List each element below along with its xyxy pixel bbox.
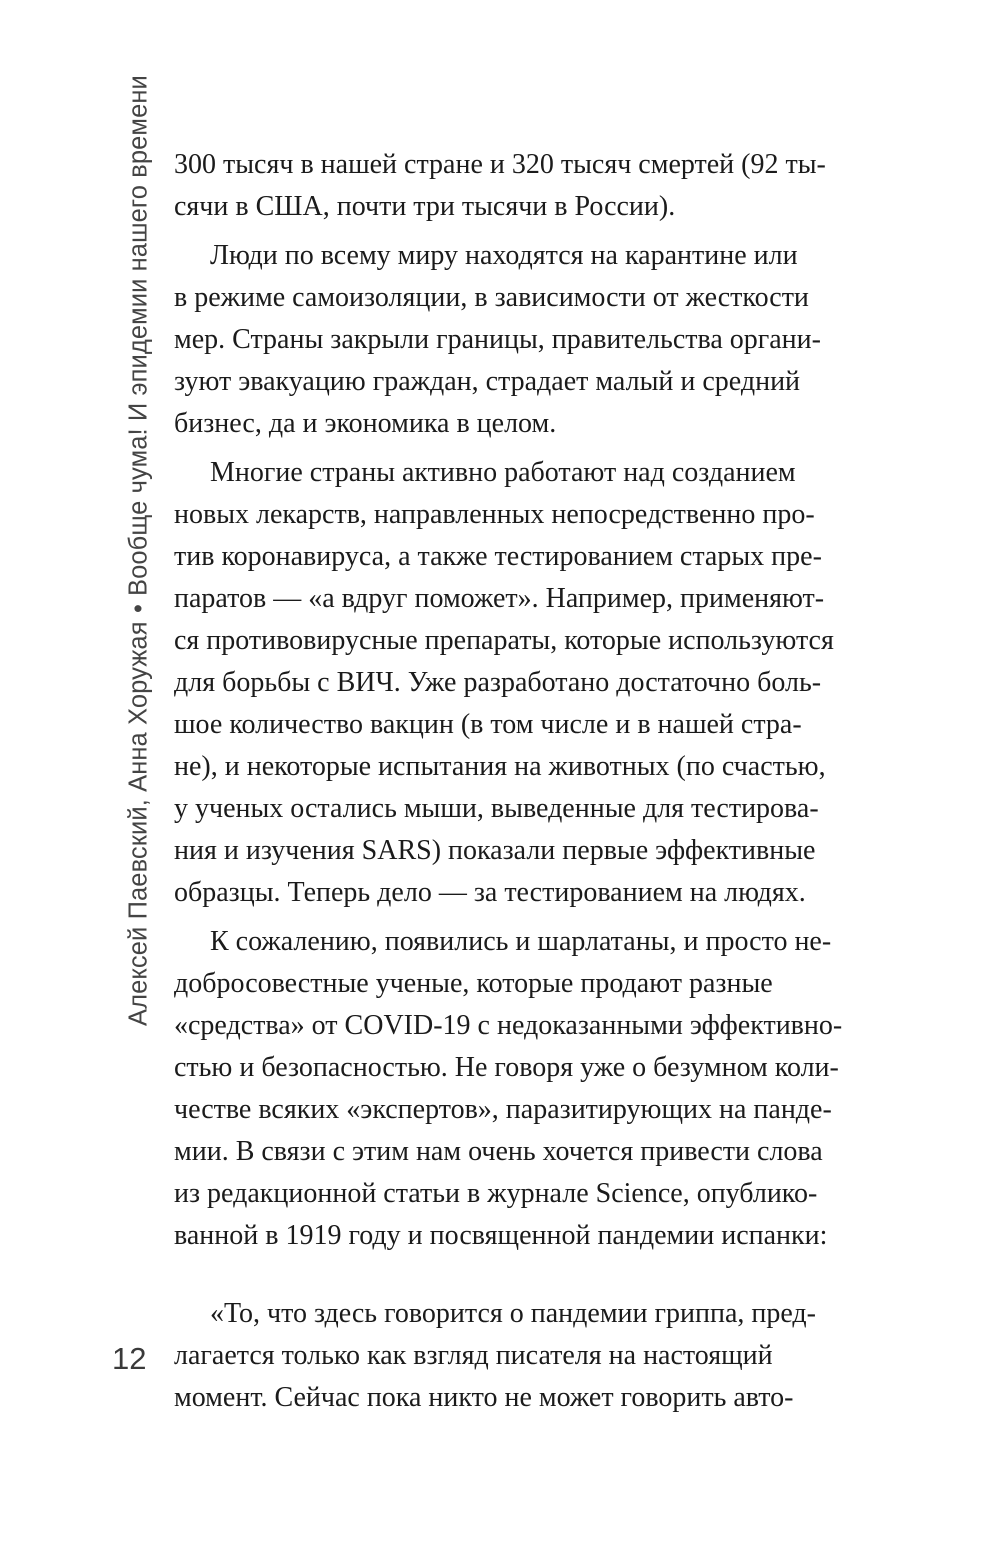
running-head-bullet: • <box>124 604 153 614</box>
running-head <box>118 75 160 1026</box>
paragraph-1: 300 тысяч в нашей стране и 320 тысяч смертей (92 ты- сячи в США, почти три тысячи в России). <box>174 149 826 222</box>
running-head-authors: Алексей Паевский, Анна Хоружая <box>124 621 153 1026</box>
running-head-book-title: Вообще чума! И эпидемии нашего времени <box>124 75 153 597</box>
paragraph-2: Люди по всему миру находятся на карантине или в режиме самоизоляции, в зависимости от жесткости мер. Страны закрыли границы, правительства органи- зуют эвакуацию граждан, страдает малый и средний бизнес, да и экономика в целом. <box>174 240 821 439</box>
page-number: 12 <box>112 1341 147 1376</box>
paragraph-4: К сожалению, появились и шарлатаны, и просто не- добросовестные ученые, которые продают разные «средства» от COVID-19 с недоказанными эффективно- стью и безопасностью. Не говоря уже о безумном коли- честве всяких «экспертов», паразитирующих на панде- мии. В связи с этим нам очень хочется привести слова из редакционной статьи в журнале Science, опублико- ванной в 1919 году и посвященной пандемии испанки: <box>174 926 843 1251</box>
body-text <box>174 144 896 1426</box>
paragraph-3: Многие страны активно работают над созданием новых лекарств, направленных непосредственно про- тив коронавируса, а также тестированием старых пре- паратов — «а вдруг поможет». Например, применяют- ся противовирусные препараты, которые используются для борьбы с ВИЧ. Уже разработано достаточно боль- шое количество вакцин (в том числе и в нашей стра- не), и некоторые испытания на животных (по счастью, у ученых остались мыши, выведенные для тестирова- ния и изучения SARS) показали первые эффективные образцы. Теперь дело — за тестированием на людях. <box>174 457 834 908</box>
quote-paragraph: «То, что здесь говорится о пандемии гриппа, пред- лагается только как взгляд писателя на настоящий момент. Сейчас пока никто не может говорить авто- <box>174 1298 816 1413</box>
